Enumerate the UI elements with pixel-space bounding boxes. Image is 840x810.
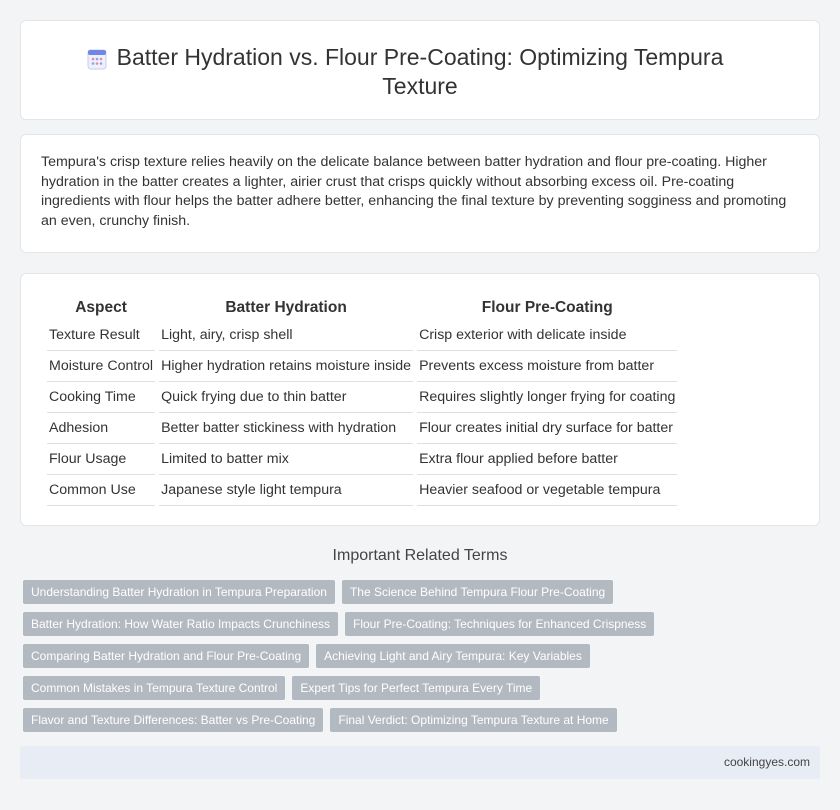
comparison-table [43, 296, 681, 506]
tag-row [23, 644, 823, 676]
page-title: Batter Hydration vs. Flour Pre-Coating: Optimizing Tempura Texture [116, 44, 724, 99]
table-cell: Quick frying due to thin batter [159, 382, 413, 413]
table-cell: Limited to batter mix [159, 444, 413, 475]
table-cell: Higher hydration retains moisture inside [159, 351, 413, 382]
related-term-link[interactable]: Common Mistakes in Tempura Texture Control [23, 676, 285, 700]
related-terms-heading: Important Related Terms [332, 547, 508, 564]
tag-row [23, 676, 823, 708]
table-cell: Crisp exterior with delicate inside [417, 320, 677, 351]
table-row [47, 413, 677, 444]
table-row [47, 351, 677, 382]
related-term-link[interactable]: The Science Behind Tempura Flour Pre-Coating [342, 580, 613, 604]
column-header: Flour Pre-Coating [481, 299, 613, 316]
footer-site-name: cookingyes.com [723, 755, 810, 769]
table-cell: Flour creates initial dry surface for batter [417, 413, 677, 444]
comparison-table-card [20, 273, 820, 526]
table-cell: Requires slightly longer frying for coating [417, 382, 677, 413]
column-header: Batter Hydration [225, 299, 347, 316]
table-cell: Cooking Time [47, 382, 155, 413]
related-term-link[interactable]: Final Verdict: Optimizing Tempura Texture at Home [330, 708, 616, 732]
table-cell: Common Use [47, 475, 155, 506]
related-term-link[interactable]: Flavor and Texture Differences: Batter vs Pre-Coating [23, 708, 323, 732]
related-term-link[interactable]: Expert Tips for Perfect Tempura Every Time [292, 676, 540, 700]
table-cell: Japanese style light tempura [159, 475, 413, 506]
related-term-link[interactable]: Flour Pre-Coating: Techniques for Enhanced Crispness [345, 612, 654, 636]
table-cell: Prevents excess moisture from batter [417, 351, 677, 382]
table-cell: Better batter stickiness with hydration [159, 413, 413, 444]
table-cell: Extra flour applied before batter [417, 444, 677, 475]
intro-card [20, 134, 820, 253]
table-row [47, 320, 677, 351]
table-cell: Flour Usage [47, 444, 155, 475]
column-header: Aspect [75, 299, 127, 316]
table-cell: Adhesion [47, 413, 155, 444]
related-terms-list [23, 580, 823, 740]
table-cell: Texture Result [47, 320, 155, 351]
intro-text: Tempura's crisp texture relies heavily on the delicate balance between batter hydration and flour pre-coating. Higher hydration in the batter creates a lighter, airier crust that crisps quickly without absorbing excess oil. Pre-coating ingredients with flour helps the batter adhere better, enhancing the final texture by preventing sogginess and promoting an even, crunchy finish. [41, 154, 787, 229]
table-row [47, 444, 677, 475]
related-term-link[interactable]: Understanding Batter Hydration in Tempura Preparation [23, 580, 335, 604]
table-cell: Light, airy, crisp shell [159, 320, 413, 351]
tag-row [23, 708, 823, 740]
table-cell: Moisture Control [47, 351, 155, 382]
related-term-link[interactable]: Batter Hydration: How Water Ratio Impacts Crunchiness [23, 612, 338, 636]
tag-row [23, 580, 823, 612]
footer [20, 746, 820, 779]
related-term-link[interactable]: Comparing Batter Hydration and Flour Pre-Coating [23, 644, 309, 668]
table-header-row [47, 296, 677, 320]
tag-row [23, 612, 823, 644]
header-card [20, 20, 820, 120]
table-row [47, 382, 677, 413]
table-row [47, 475, 677, 506]
related-term-link[interactable]: Achieving Light and Airy Tempura: Key Variables [316, 644, 590, 668]
table-cell: Heavier seafood or vegetable tempura [417, 475, 677, 506]
